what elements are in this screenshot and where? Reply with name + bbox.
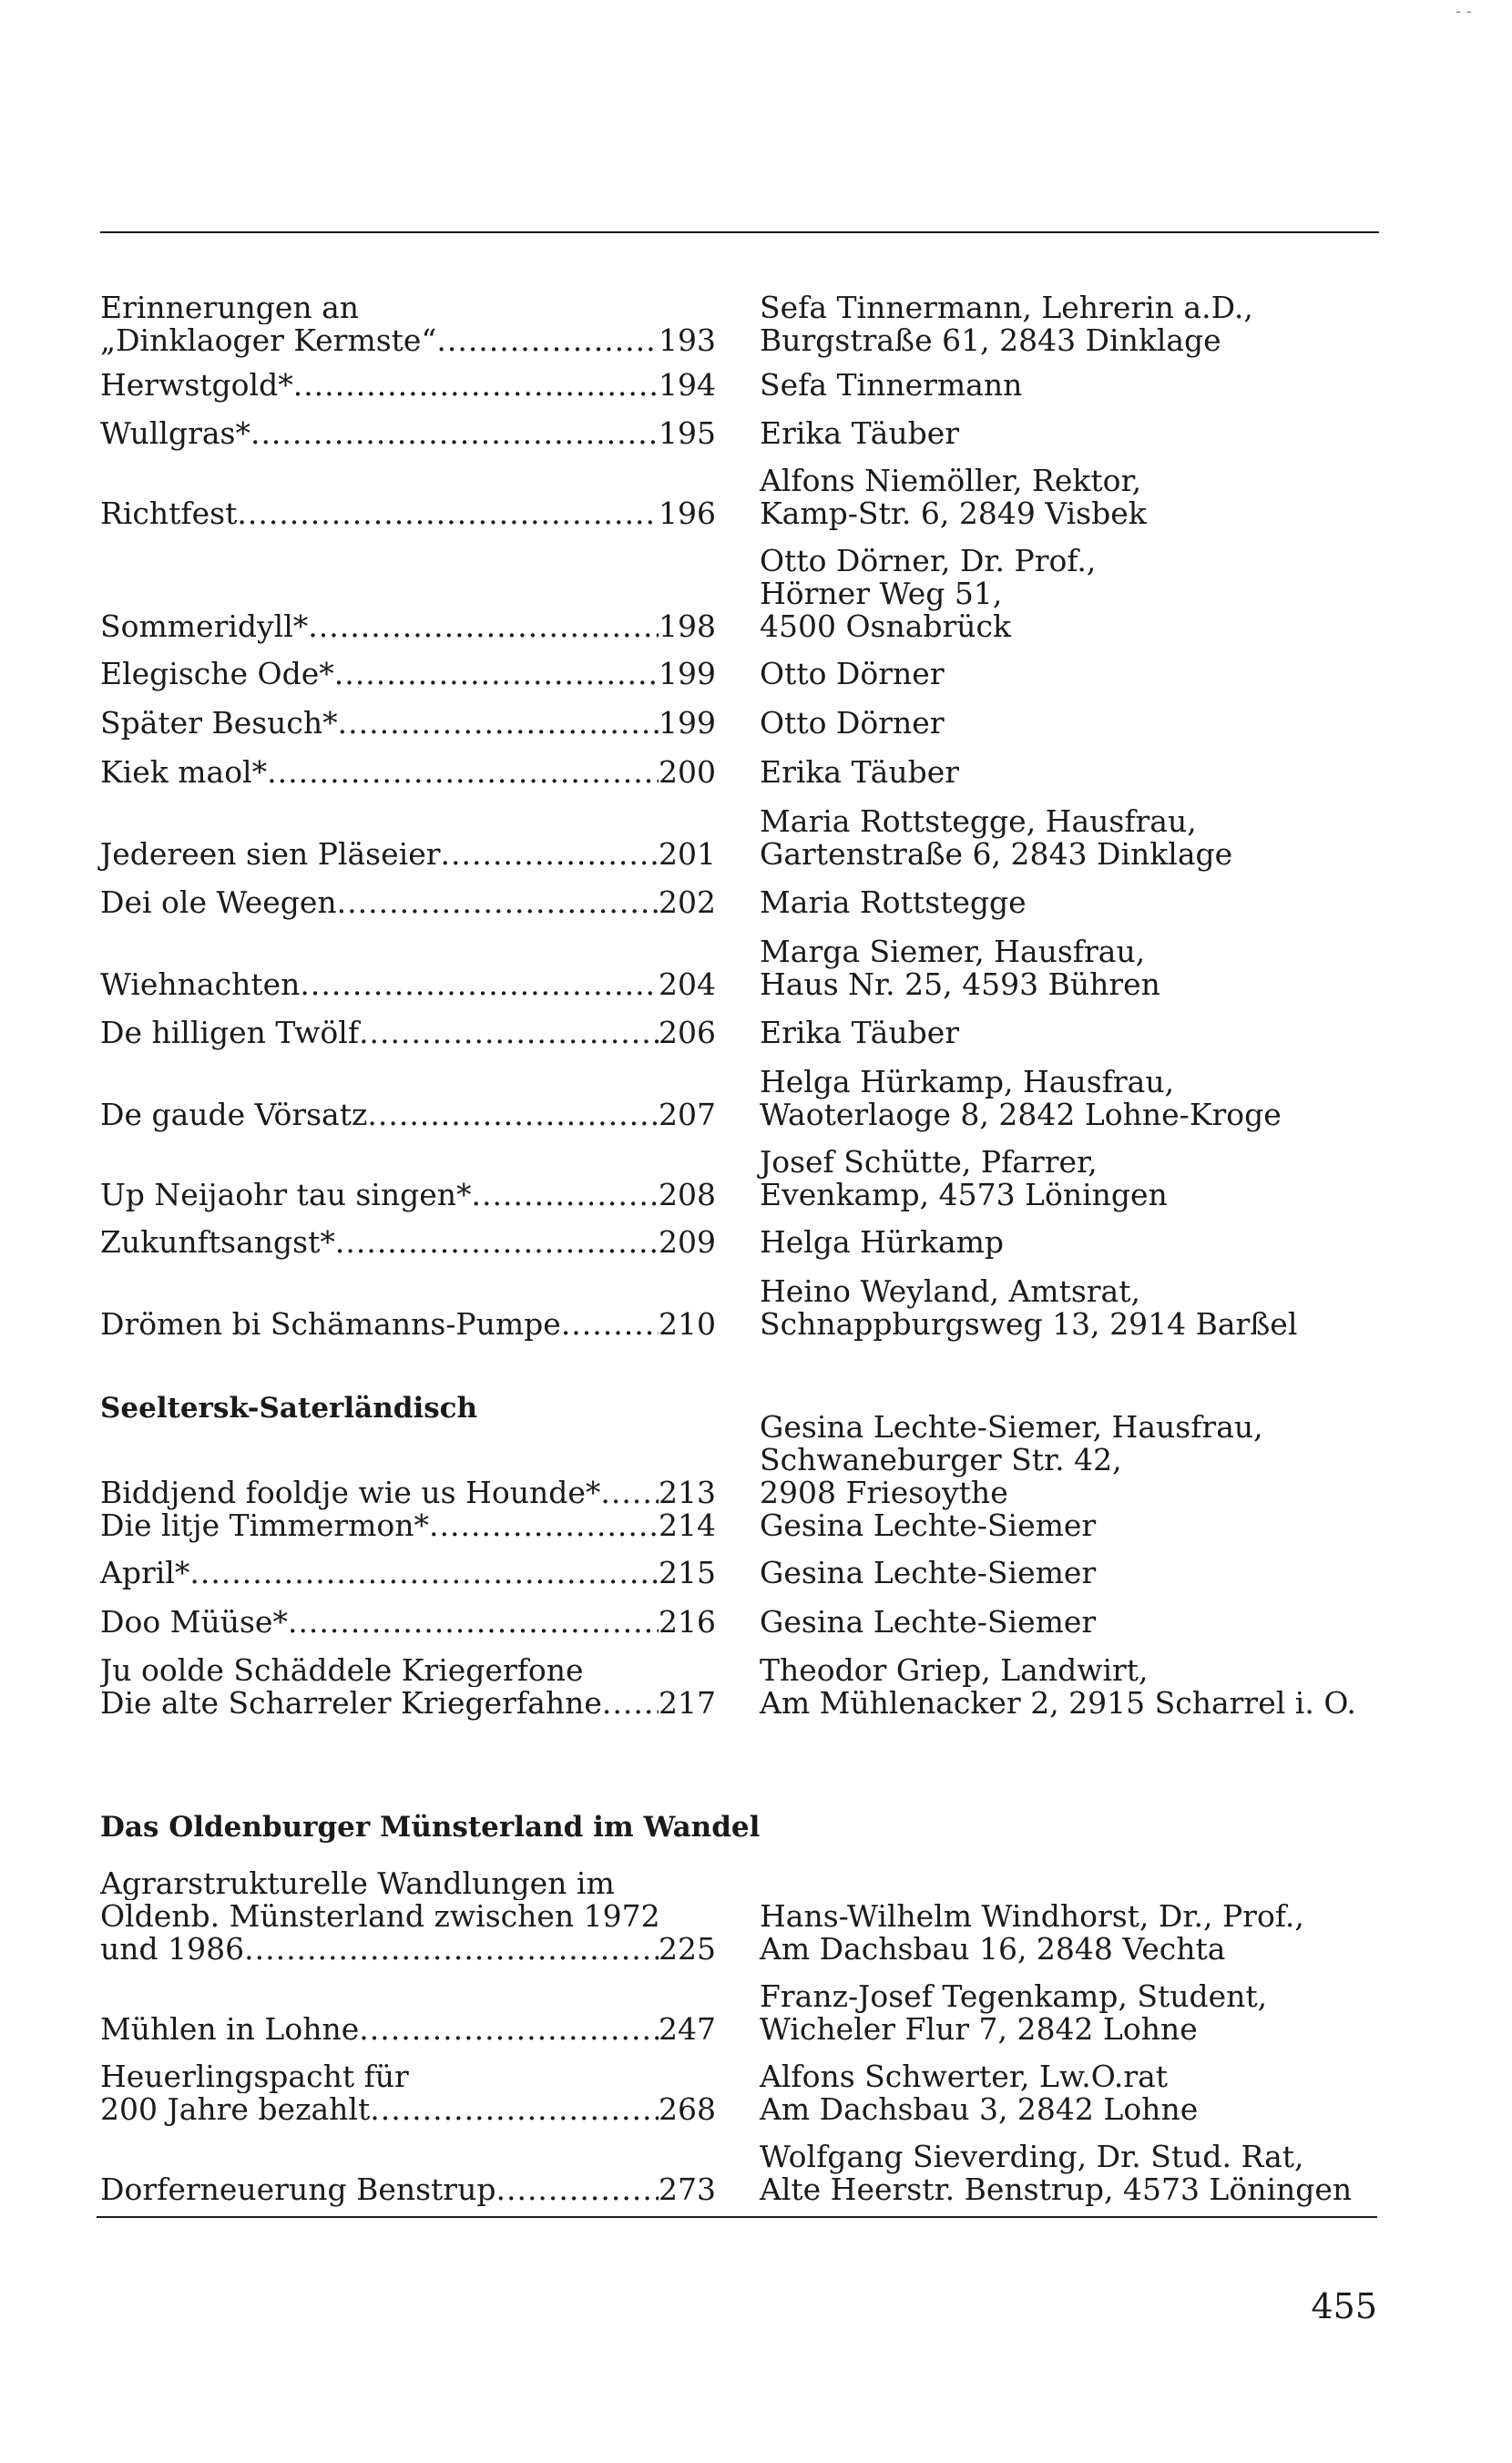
toc-entry xyxy=(100,1867,716,1966)
entry-page-number: 268 xyxy=(659,2091,716,2127)
toc-entry xyxy=(100,1606,716,1639)
entry-page-number: 213 xyxy=(659,1475,716,1510)
entry-author xyxy=(760,465,1397,530)
dot-leader xyxy=(359,2013,659,2046)
entry-title-line: Mühlen in Lohne xyxy=(100,2011,360,2047)
author-line: Theodor Griep, Landwirt, xyxy=(760,1652,1149,1688)
entry-title-line: Agrarstrukturelle Wandlungen im xyxy=(100,1867,615,1900)
entry-author xyxy=(760,935,1397,1001)
entry-title-line: Jedereen sien Pläseier xyxy=(100,836,441,872)
toc-entry xyxy=(100,1557,716,1589)
entry-page-number: 247 xyxy=(659,2011,716,2047)
entry-title-row xyxy=(100,1017,716,1049)
author-line: Hans-Wilhelm Windhorst, Dr., Prof., xyxy=(760,1898,1304,1934)
entry-title-row xyxy=(100,756,716,789)
entry-title-line: Die litje Timmermon* xyxy=(100,1507,430,1543)
dot-leader xyxy=(300,968,659,1001)
entry-author xyxy=(760,2060,1397,2126)
entry-author xyxy=(760,1980,1397,2046)
toc-entry xyxy=(100,968,716,1001)
section-heading-saterlaendisch: Seeltersk-Saterländisch xyxy=(100,1392,478,1425)
entry-author xyxy=(760,805,1397,871)
entry-title-line: De hilligen Twölf xyxy=(100,1015,360,1050)
entry-author xyxy=(760,707,1397,740)
toc-entry xyxy=(100,1017,716,1049)
author-line: Gesina Lechte-Siemer, Hausfrau, xyxy=(760,1409,1263,1445)
entry-title-line: Biddjend fooldje wie us Hounde* xyxy=(100,1475,601,1510)
author-line: Maria Rottstegge xyxy=(760,884,1027,920)
toc-entry xyxy=(100,2013,716,2046)
entry-title-line: Up Neijaohr tau singen* xyxy=(100,1177,472,1212)
entry-title-line: Die alte Scharreler Kriegerfahne xyxy=(100,1685,602,1721)
author-line: Gartenstraße 6, 2843 Dinklage xyxy=(760,836,1233,872)
entry-page-number: 198 xyxy=(659,608,716,644)
author-line: Wicheler Flur 7, 2842 Lohne xyxy=(760,2011,1198,2047)
toc-entry xyxy=(100,1654,716,1720)
entry-page-number: 225 xyxy=(659,1931,716,1967)
entry-title-line: Kiek maol* xyxy=(100,754,268,790)
entry-author xyxy=(760,658,1397,690)
toc-entry xyxy=(100,369,716,402)
toc-entry xyxy=(100,2060,716,2126)
author-line: Otto Dörner xyxy=(760,705,945,741)
entry-author xyxy=(760,1146,1397,1211)
entry-title-line: 200 Jahre bezahlt xyxy=(100,2091,371,2127)
bottom-rule xyxy=(97,2216,1377,2218)
entry-page-number: 193 xyxy=(659,322,716,358)
section-heading-muensterland: Das Oldenburger Münsterland im Wandel xyxy=(100,1811,761,1844)
author-line: Wolfgang Sieverding, Dr. Stud. Rat, xyxy=(760,2139,1304,2174)
entry-title-line: und 1986 xyxy=(100,1931,245,1967)
entry-title-row xyxy=(100,1308,716,1341)
dot-leader xyxy=(308,610,659,643)
author-line: Hörner Weg 51, xyxy=(760,576,1003,611)
entry-page-number: 273 xyxy=(659,2172,716,2207)
entry-page-number: 209 xyxy=(659,1224,716,1260)
dot-leader xyxy=(561,1308,659,1341)
dot-leader xyxy=(367,1099,659,1131)
dot-leader xyxy=(436,324,659,357)
entry-author xyxy=(760,1606,1397,1639)
author-line: Helga Hürkamp xyxy=(760,1224,1005,1260)
entry-page-number: 204 xyxy=(659,966,716,1002)
author-line: Erika Täuber xyxy=(760,1015,959,1050)
entry-page-number: 199 xyxy=(659,656,716,691)
author-line: Marga Siemer, Hausfrau, xyxy=(760,934,1146,969)
author-line: Helga Hürkamp, Hausfrau, xyxy=(760,1064,1175,1099)
entry-page-number: 215 xyxy=(659,1555,716,1590)
entry-title-line: Heuerlingspacht für xyxy=(100,2060,409,2093)
entry-page-number: 200 xyxy=(659,754,716,790)
author-line: Erika Täuber xyxy=(760,415,959,451)
dot-leader xyxy=(429,1509,659,1542)
entry-title-line: Erinnerungen an xyxy=(100,291,360,324)
author-line: Am Dachsbau 16, 2848 Vechta xyxy=(760,1931,1226,1967)
author-line: Haus Nr. 25, 4593 Bühren xyxy=(760,966,1160,1002)
dot-leader xyxy=(267,756,659,789)
author-line: Alte Heerstr. Benstrup, 4573 Löningen xyxy=(760,2172,1353,2207)
toc-entry xyxy=(100,658,716,690)
entry-title-row xyxy=(100,886,716,919)
author-line: Heino Weyland, Amtsrat, xyxy=(760,1273,1140,1309)
entry-page-number: 196 xyxy=(659,496,716,531)
author-line: Otto Dörner xyxy=(760,656,945,691)
entry-title-row xyxy=(100,707,716,740)
author-line: 2908 Friesoythe xyxy=(760,1475,1008,1510)
entry-page-number: 210 xyxy=(659,1306,716,1342)
dot-leader xyxy=(472,1179,659,1211)
entry-title-line: Richtfest xyxy=(100,496,238,531)
entry-author xyxy=(760,545,1397,643)
toc-entry xyxy=(100,1477,716,1509)
dot-leader xyxy=(602,1687,659,1720)
entry-title-row xyxy=(100,1687,716,1720)
entry-title-line: Dei ole Weegen xyxy=(100,884,337,920)
entry-title-line: Drömen bi Schämanns-Pumpe xyxy=(100,1306,561,1342)
entry-title-row xyxy=(100,2173,716,2206)
author-line: Am Dachsbau 3, 2842 Lohne xyxy=(760,2091,1199,2127)
author-line: Josef Schütte, Pfarrer, xyxy=(760,1144,1098,1180)
author-line: Franz-Josef Tegenkamp, Student, xyxy=(760,1978,1268,2014)
entry-page-number: 207 xyxy=(659,1097,716,1132)
entry-page-number: 206 xyxy=(659,1015,716,1050)
entry-author xyxy=(760,1226,1397,1259)
entry-title-line: Wiehnachten xyxy=(100,966,301,1002)
dot-leader xyxy=(337,886,659,919)
toc-entry xyxy=(100,707,716,740)
dot-leader xyxy=(250,417,659,450)
entry-title-row xyxy=(100,497,716,530)
entry-title-row xyxy=(100,1509,716,1542)
author-line: Waoterlaoge 8, 2842 Lohne-Kroge xyxy=(760,1097,1282,1132)
entry-title-row xyxy=(100,2013,716,2046)
dot-leader xyxy=(600,1477,659,1509)
entry-title-row xyxy=(100,1179,716,1211)
entry-title-row xyxy=(100,1099,716,1131)
entry-title-row xyxy=(100,610,716,643)
entry-author xyxy=(760,1654,1397,1720)
entry-title-line: Oldenb. Münsterland zwischen 1972 xyxy=(100,1900,660,1933)
entry-title-row xyxy=(100,1933,716,1966)
dot-leader xyxy=(441,838,659,871)
toc-entry xyxy=(100,1226,716,1259)
entry-title-line: Wullgras* xyxy=(100,415,250,451)
dot-leader xyxy=(335,1226,659,1259)
entry-page-number: 217 xyxy=(659,1685,716,1721)
entry-page-number: 195 xyxy=(659,415,716,451)
corner-mark: - - xyxy=(1456,2,1472,21)
author-line: Alfons Niemöller, Rektor, xyxy=(760,463,1142,498)
page-number: 455 xyxy=(1311,2286,1377,2326)
entry-page-number: 199 xyxy=(659,705,716,741)
author-line: Alfons Schwerter, Lw.O.rat xyxy=(760,2059,1169,2094)
entry-title-row xyxy=(100,324,716,357)
entry-title-row xyxy=(100,1226,716,1259)
dot-leader xyxy=(370,2093,659,2126)
author-line: Gesina Lechte-Siemer xyxy=(760,1604,1097,1640)
entry-page-number: 202 xyxy=(659,884,716,920)
top-rule xyxy=(100,231,1379,233)
author-line: Schnappburgsweg 13, 2914 Barßel xyxy=(760,1306,1298,1342)
toc-entry xyxy=(100,417,716,450)
toc-entry xyxy=(100,838,716,871)
entry-title-row xyxy=(100,658,716,690)
entry-page-number: 214 xyxy=(659,1507,716,1543)
entry-author xyxy=(760,369,1397,402)
entry-title-line: De gaude Vörsatz xyxy=(100,1097,368,1132)
toc-entry xyxy=(100,610,716,643)
toc-entry xyxy=(100,1179,716,1211)
dot-leader xyxy=(334,658,659,690)
dot-leader xyxy=(359,1017,659,1049)
toc-entry xyxy=(100,497,716,530)
entry-title-row xyxy=(100,838,716,871)
entry-title-line: Sommeridyll* xyxy=(100,608,309,644)
entry-title-row xyxy=(100,1557,716,1589)
author-line: Evenkamp, 4573 Löningen xyxy=(760,1177,1168,1212)
entry-title-line: Doo Müüse* xyxy=(100,1604,288,1640)
dot-leader xyxy=(237,497,659,530)
author-line: Maria Rottstegge, Hausfrau, xyxy=(760,803,1197,839)
author-line: Erika Täuber xyxy=(760,754,959,790)
entry-page-number: 201 xyxy=(659,836,716,872)
entry-title-line: April* xyxy=(100,1555,190,1590)
entry-author xyxy=(760,1066,1397,1131)
dot-leader xyxy=(244,1933,659,1966)
entry-author xyxy=(760,291,1397,357)
dot-leader xyxy=(288,1606,659,1639)
author-line: Kamp-Str. 6, 2849 Visbek xyxy=(760,496,1147,531)
entry-author xyxy=(760,1275,1397,1341)
entry-title-line: Zukunftsangst* xyxy=(100,1224,335,1260)
toc-entry xyxy=(100,2173,716,2206)
entry-author xyxy=(760,1557,1397,1589)
entry-author xyxy=(760,1411,1397,1509)
entry-title-row xyxy=(100,2093,716,2126)
entry-title-line: Herwstgold* xyxy=(100,367,293,403)
entry-title-row xyxy=(100,1606,716,1639)
toc-entry xyxy=(100,1308,716,1341)
entry-author xyxy=(760,756,1397,789)
entry-page-number: 194 xyxy=(659,367,716,403)
entry-title-line: Dorferneuerung Benstrup xyxy=(100,2172,496,2207)
toc-entry xyxy=(100,291,716,357)
dot-leader xyxy=(189,1557,659,1589)
entry-title-line: Später Besuch* xyxy=(100,705,338,741)
toc-entry xyxy=(100,756,716,789)
author-line: Burgstraße 61, 2843 Dinklage xyxy=(760,322,1221,358)
toc-entry xyxy=(100,886,716,919)
entry-title-row xyxy=(100,417,716,450)
entry-title-row xyxy=(100,1477,716,1509)
entry-title-line: Elegische Ode* xyxy=(100,656,334,691)
entry-page-number: 216 xyxy=(659,1604,716,1640)
entry-author xyxy=(760,2141,1397,2206)
author-line: Gesina Lechte-Siemer xyxy=(760,1555,1097,1590)
entry-title-row xyxy=(100,968,716,1001)
entry-page-number: 208 xyxy=(659,1177,716,1212)
entry-title-line: „Dinklaoger Kermste“ xyxy=(100,322,437,358)
author-line: Am Mühlenacker 2, 2915 Scharrel i. O. xyxy=(760,1685,1356,1721)
dot-leader xyxy=(293,369,659,402)
entry-title-line: Ju oolde Schäddele Kriegerfone xyxy=(100,1654,584,1687)
author-line: 4500 Osnabrück xyxy=(760,608,1012,644)
entry-author xyxy=(760,417,1397,450)
author-line: Schwaneburger Str. 42, xyxy=(760,1442,1122,1477)
entry-author xyxy=(760,1017,1397,1049)
dot-leader xyxy=(338,707,659,740)
author-line: Sefa Tinnermann, Lehrerin a.D., xyxy=(760,290,1253,325)
entry-author xyxy=(760,1900,1397,1966)
author-line: Gesina Lechte-Siemer xyxy=(760,1507,1097,1543)
entry-title-row xyxy=(100,369,716,402)
entry-author xyxy=(760,1509,1397,1542)
toc-entry xyxy=(100,1509,716,1542)
author-line: Sefa Tinnermann xyxy=(760,367,1023,403)
dot-leader xyxy=(495,2173,659,2206)
author-line: Otto Dörner, Dr. Prof., xyxy=(760,543,1097,578)
toc-entry xyxy=(100,1099,716,1131)
entry-author xyxy=(760,886,1397,919)
